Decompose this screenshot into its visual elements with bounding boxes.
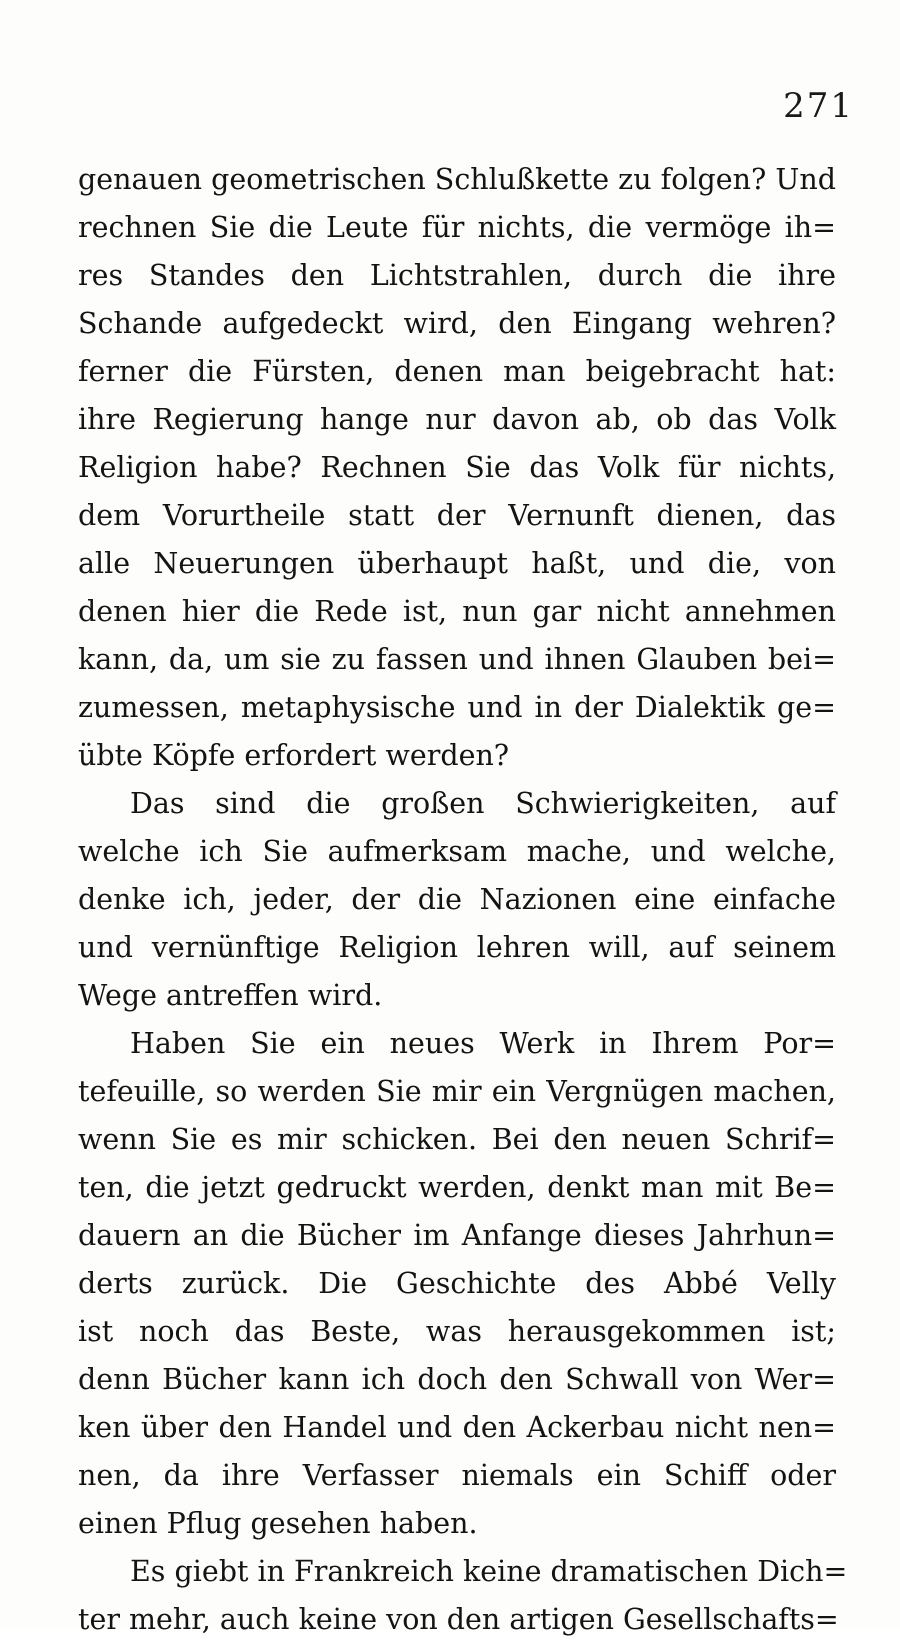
text-line: derts zurück. Die Geschichte des Abbé Velly	[78, 1267, 836, 1300]
paragraph-first-line: Haben Sie ein neues Werk in Ihrem Por=	[130, 1027, 836, 1060]
paragraph-first-line: Das sind die großen Schwierigkeiten, auf	[130, 787, 836, 820]
text-line: einen Pflug gesehen haben.	[78, 1507, 478, 1540]
text-line: kann, da, um sie zu fassen und ihnen Glauben bei=	[78, 643, 836, 676]
text-line: denke ich, jeder, der die Nazionen eine einfache	[78, 883, 836, 916]
text-line: dem Vorurtheile statt der Vernunft dienen, das	[78, 499, 836, 532]
paragraph-first-line: Es giebt in Frankreich keine dramatischen Dich=	[130, 1555, 848, 1588]
text-line: res Standes den Lichtstrahlen, durch die ihre	[78, 259, 836, 292]
text-line: nen, da ihre Verfasser niemals ein Schiff oder	[78, 1459, 836, 1492]
text-line: ken über den Handel und den Ackerbau nicht nen=	[78, 1411, 836, 1444]
text-line: Wege antreffen wird.	[78, 979, 383, 1012]
text-line: zumessen, metaphysische und in der Dialektik ge=	[78, 691, 836, 724]
text-line: und vernünftige Religion lehren will, auf seinem	[78, 931, 836, 964]
body-text	[78, 156, 848, 1644]
text-line: alle Neuerungen überhaupt haßt, und die, von	[78, 547, 836, 580]
text-line: ter mehr, auch keine von den artigen Gesellschafts=	[78, 1603, 839, 1636]
text-line: welche ich Sie aufmerksam mache, und welche,	[78, 835, 836, 868]
text-line: übte Köpfe erfordert werden?	[78, 739, 510, 772]
text-line: ihre Regierung hange nur davon ab, ob das Volk	[78, 403, 836, 436]
text-line: rechnen Sie die Leute für nichts, die vermöge ih=	[78, 211, 836, 244]
text-line: ferner die Fürsten, denen man beigebracht hat:	[78, 355, 836, 388]
text-line: wenn Sie es mir schicken. Bei den neuen Schrif=	[78, 1123, 836, 1156]
text-line: Religion habe? Rechnen Sie das Volk für nichts,	[78, 451, 836, 484]
text-line: ten, die jetzt gedruckt werden, denkt man mit Be=	[78, 1171, 836, 1204]
text-line: tefeuille, so werden Sie mir ein Vergnügen machen,	[78, 1075, 836, 1108]
text-line: dauern an die Bücher im Anfange dieses Jahrhun=	[78, 1219, 836, 1252]
text-line: denn Bücher kann ich doch den Schwall von Wer=	[78, 1363, 836, 1396]
text-line: ist noch das Beste, was herausgekommen ist;	[78, 1315, 836, 1348]
text-line: genauen geometrischen Schlußkette zu folgen? Und	[78, 163, 836, 196]
text-line: denen hier die Rede ist, nun gar nicht annehmen	[78, 595, 836, 628]
text-line: Schande aufgedeckt wird, den Eingang wehren?	[78, 307, 836, 340]
page-number: 271	[783, 86, 854, 126]
